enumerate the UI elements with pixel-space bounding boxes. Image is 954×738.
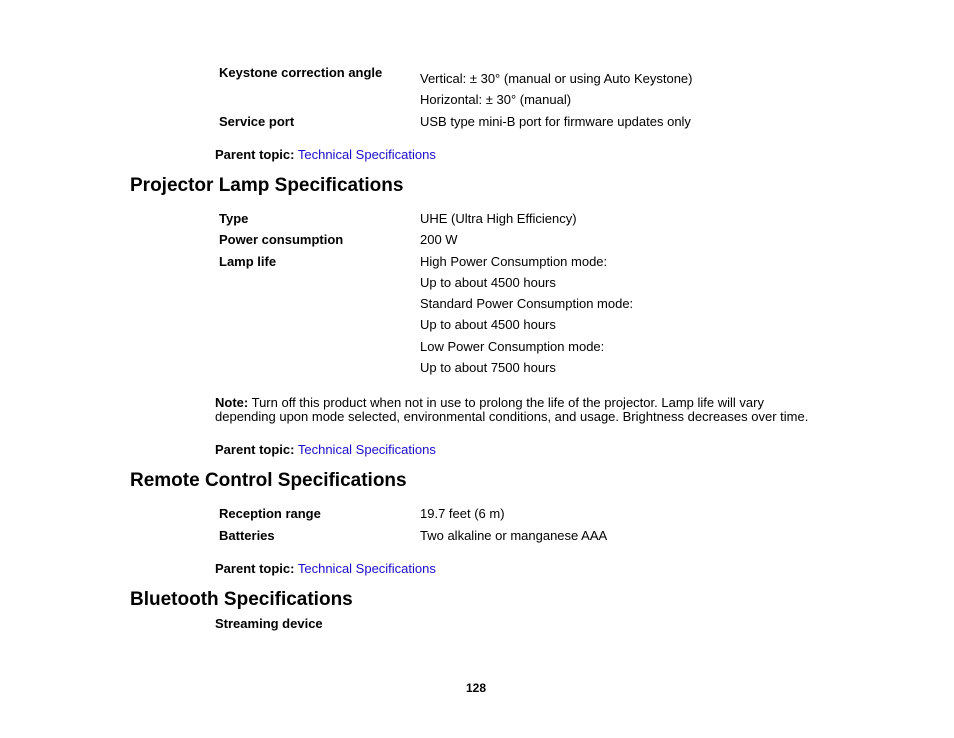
lamp-life-value: Up to about 4500 hours [420,275,556,290]
remote-batteries-value: Two alkaline or manganese AAA [420,528,608,543]
parent-topic-link[interactable]: Technical Specifications [297,561,436,576]
keystone-vertical-value: Vertical: ± 30° (manual or using Auto Keystone) [420,71,693,86]
lamp-life-value: High Power Consumption mode: [420,254,608,269]
note-text: Turn off this product when not in use to prolong the life of the projector. Lamp life will vary depending upon mode selected, environmental conditions, and usage. Brightness decreases over time. [215,395,809,424]
lamp-type-value: UHE (Ultra High Efficiency) [420,211,577,226]
parent-topic-3 [215,561,436,576]
remote-range-value: 19.7 feet (6 m) [420,506,505,521]
parent-topic-2 [215,442,436,457]
lamp-life-value: Up to about 4500 hours [420,317,556,332]
bluetooth-streaming-label: Streaming device [215,616,323,631]
keystone-label: Keystone correction angle [219,65,383,80]
lamp-power-label: Power consumption [219,232,344,247]
parent-topic-label: Parent topic: [215,561,295,576]
keystone-horizontal-value: Horizontal: ± 30° (manual) [420,92,572,107]
parent-topic-label: Parent topic: [215,442,295,457]
lamp-life-value: Standard Power Consumption mode: [420,296,634,311]
parent-topic-link[interactable]: Technical Specifications [297,442,436,457]
parent-topic-label: Parent topic: [215,147,295,162]
remote-range-label: Reception range [219,506,321,521]
note-label: Note: [215,395,249,410]
lamp-note [215,396,825,424]
service-port-label: Service port [219,114,295,129]
lamp-life-value: Low Power Consumption mode: [420,339,605,354]
lamp-life-value: Up to about 7500 hours [420,360,556,375]
lamp-type-label: Type [219,211,249,226]
lamp-power-value: 200 W [420,232,458,247]
page-number: 128 [466,681,487,695]
parent-topic-link[interactable]: Technical Specifications [297,147,436,162]
lamp-life-label: Lamp life [219,254,277,269]
parent-topic-1 [215,147,436,162]
bluetooth-section-heading: Bluetooth Specifications [130,589,353,610]
lamp-section-heading: Projector Lamp Specifications [130,175,404,196]
service-port-value: USB type mini-B port for firmware updates only [420,114,691,129]
remote-batteries-label: Batteries [219,528,275,543]
remote-section-heading: Remote Control Specifications [130,470,407,491]
